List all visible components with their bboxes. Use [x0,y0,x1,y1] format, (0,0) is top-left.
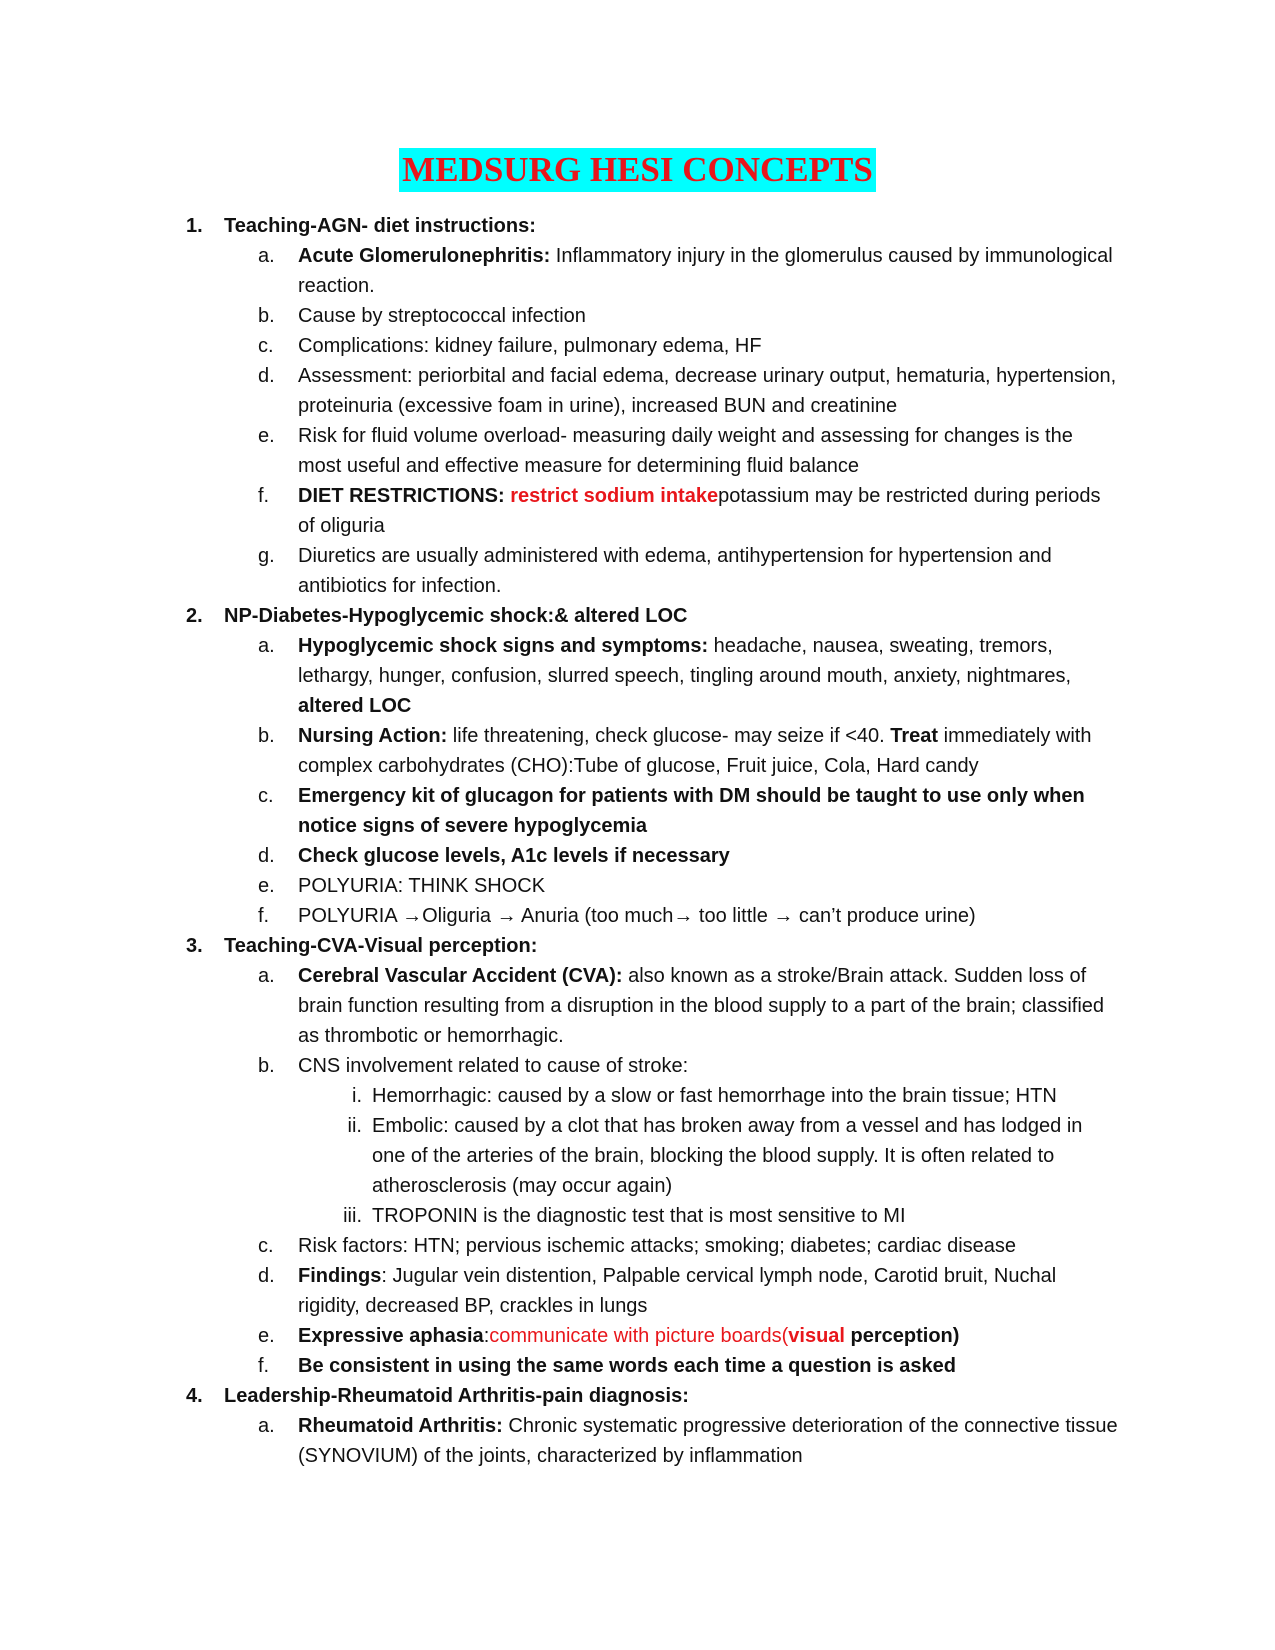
list-item [0,361,1118,421]
item-text: CNS involvement related to cause of stroke: [298,1055,689,1077]
list-item [0,721,1118,781]
list-item [0,841,1118,871]
list-marker: c. [258,1235,274,1257]
section-heading [0,601,1275,631]
list-item [0,1321,1118,1351]
list-item [0,1231,1118,1261]
sub-list-item [0,1111,1118,1201]
list-item [0,1051,1118,1081]
page-title: MEDSURG HESI CONCEPTS [399,148,876,192]
section-title: NP-Diabetes-Hypoglycemic shock:& altered LOC [224,605,688,627]
sub-list-item [0,1201,1118,1231]
list-item [0,781,1118,841]
item-text: Risk for fluid volume overload- measuring daily weight and assessing for changes is the most useful and effective measure for determining fluid balance [298,425,1073,477]
item-text: POLYURIA →Oliguria → Anuria (too much→ too little → can’t produce urine) [298,905,976,927]
term: Check glucose levels, A1c levels if necessary [298,845,730,867]
section-number: 1. [186,215,203,237]
term: Acute Glomerulonephritis: [298,245,551,267]
term: Nursing Action: [298,725,448,747]
item-text-continued: immediately with complex carbohydrates (CHO):Tube of glucose, Fruit juice, Cola, Hard candy [298,725,1092,777]
item-text: also known as a stroke/Brain attack. Sudden loss of brain function resulting from a disruption in the blood supply to a part of the brain; classified as thrombotic or hemorrhagic. [298,965,1105,1047]
list-marker: f. [258,905,270,927]
list-marker: ii. [347,1115,362,1137]
section-number: 3. [186,935,203,957]
list-marker: c. [258,335,274,357]
list-item [0,421,1118,481]
list-item [0,631,1118,721]
highlight-paren: ( [781,1325,789,1347]
item-text: Embolic: caused by a clot that has broken away from a vessel and has lodged in one of the arteries of the brain, blocking the blood supply. It is often related to atherosclerosis (may occur again) [372,1115,1083,1197]
list-item [0,1411,1118,1471]
item-text: life threatening, check glucose- may seize if <40. [447,725,891,747]
sub-list-item [0,1081,1118,1111]
term: Rheumatoid Arthritis: [298,1415,503,1437]
section-number: 2. [186,605,203,627]
list-item [0,901,1118,931]
list-marker: d. [258,365,275,387]
list-item [0,541,1118,601]
item-text: headache, nausea, sweating, tremors, lethargy, hunger, confusion, slurred speech, tingling around mouth, anxiety, nightmares, [298,635,1072,687]
highlight-text: restrict sodium intake [504,485,719,507]
term: Be consistent in using the same words each time a question is asked [298,1355,956,1377]
item-text: : Jugular vein distention, Palpable cervical lymph node, Carotid bruit, Nuchal rigidity, decreased BP, crackles in lungs [298,1265,1057,1317]
term: Hypoglycemic shock signs and symptoms: [298,635,709,657]
item-text: potassium may be restricted during periods of oliguria [298,485,1101,537]
section-title: Teaching-AGN- diet instructions: [224,215,536,237]
list-marker: a. [258,1415,275,1437]
list-item [0,331,1118,361]
document-body [0,211,1275,1471]
term-emphasis: altered LOC [298,695,412,717]
list-marker: d. [258,845,275,867]
list-marker: i. [352,1085,362,1107]
item-text: Chronic systematic progressive deterioration of the connective tissue (SYNOVIUM) of the joints, characterized by inflammation [298,1415,1118,1467]
highlight-bold-text: visual [788,1325,845,1347]
highlight-text: communicate with picture boards [489,1325,782,1347]
item-text: Cause by streptococcal infection [298,305,586,327]
list-marker: b. [258,725,275,747]
item-text: Hemorrhagic: caused by a slow or fast hemorrhage into the brain tissue; HTN [372,1085,1057,1107]
list-marker: c. [258,785,274,807]
section-title: Leadership-Rheumatoid Arthritis-pain diagnosis: [224,1385,689,1407]
section-number: 4. [186,1385,203,1407]
list-marker: a. [258,245,275,267]
item-text: : [483,1325,490,1347]
term: Emergency kit of glucagon for patients with DM should be taught to use only when notice signs of severe hypoglycemia [298,785,1085,837]
list-marker: b. [258,305,275,327]
list-item [0,961,1118,1051]
term-emphasis: Treat [890,725,939,747]
item-text: Complications: kidney failure, pulmonary edema, HF [298,335,762,357]
list-item [0,1351,1118,1381]
list-marker: d. [258,1265,275,1287]
list-item [0,241,1118,301]
list-marker: g. [258,545,275,567]
item-text: Risk factors: HTN; pervious ischemic attacks; smoking; diabetes; cardiac disease [298,1235,1017,1257]
list-marker: iii. [343,1205,362,1227]
term-emphasis: perception) [844,1325,960,1347]
item-text: TROPONIN is the diagnostic test that is most sensitive to MI [372,1205,906,1227]
term: DIET RESTRICTIONS: [298,485,505,507]
list-marker: a. [258,635,275,657]
item-text: Inflammatory injury in the glomerulus caused by immunological reaction. [298,245,1113,297]
term: Cerebral Vascular Accident (CVA): [298,965,623,987]
item-text: POLYURIA: THINK SHOCK [298,875,546,897]
list-item [0,1261,1118,1321]
list-marker: f. [258,1355,270,1377]
item-text: Assessment: periorbital and facial edema, decrease urinary output, hematuria, hypertension, proteinuria (excessive foam in urine), increased BUN and creatinine [298,365,1117,417]
list-item [0,301,1118,331]
list-marker: f. [258,485,270,507]
section-heading [0,211,1275,241]
list-marker: e. [258,1325,275,1347]
list-marker: e. [258,875,275,897]
term: Expressive aphasia [298,1325,484,1347]
list-item [0,481,1118,541]
list-marker: b. [258,1055,275,1077]
item-text: Diuretics are usually administered with edema, antihypertension for hypertension and antibiotics for infection. [298,545,1052,597]
term: Findings [298,1265,382,1287]
list-marker: e. [258,425,275,447]
list-item [0,871,1118,901]
section-heading [0,931,1275,961]
section-title: Teaching-CVA-Visual perception: [224,935,538,957]
list-marker: a. [258,965,275,987]
title-wrapper [0,148,1275,192]
section-heading [0,1381,1275,1411]
